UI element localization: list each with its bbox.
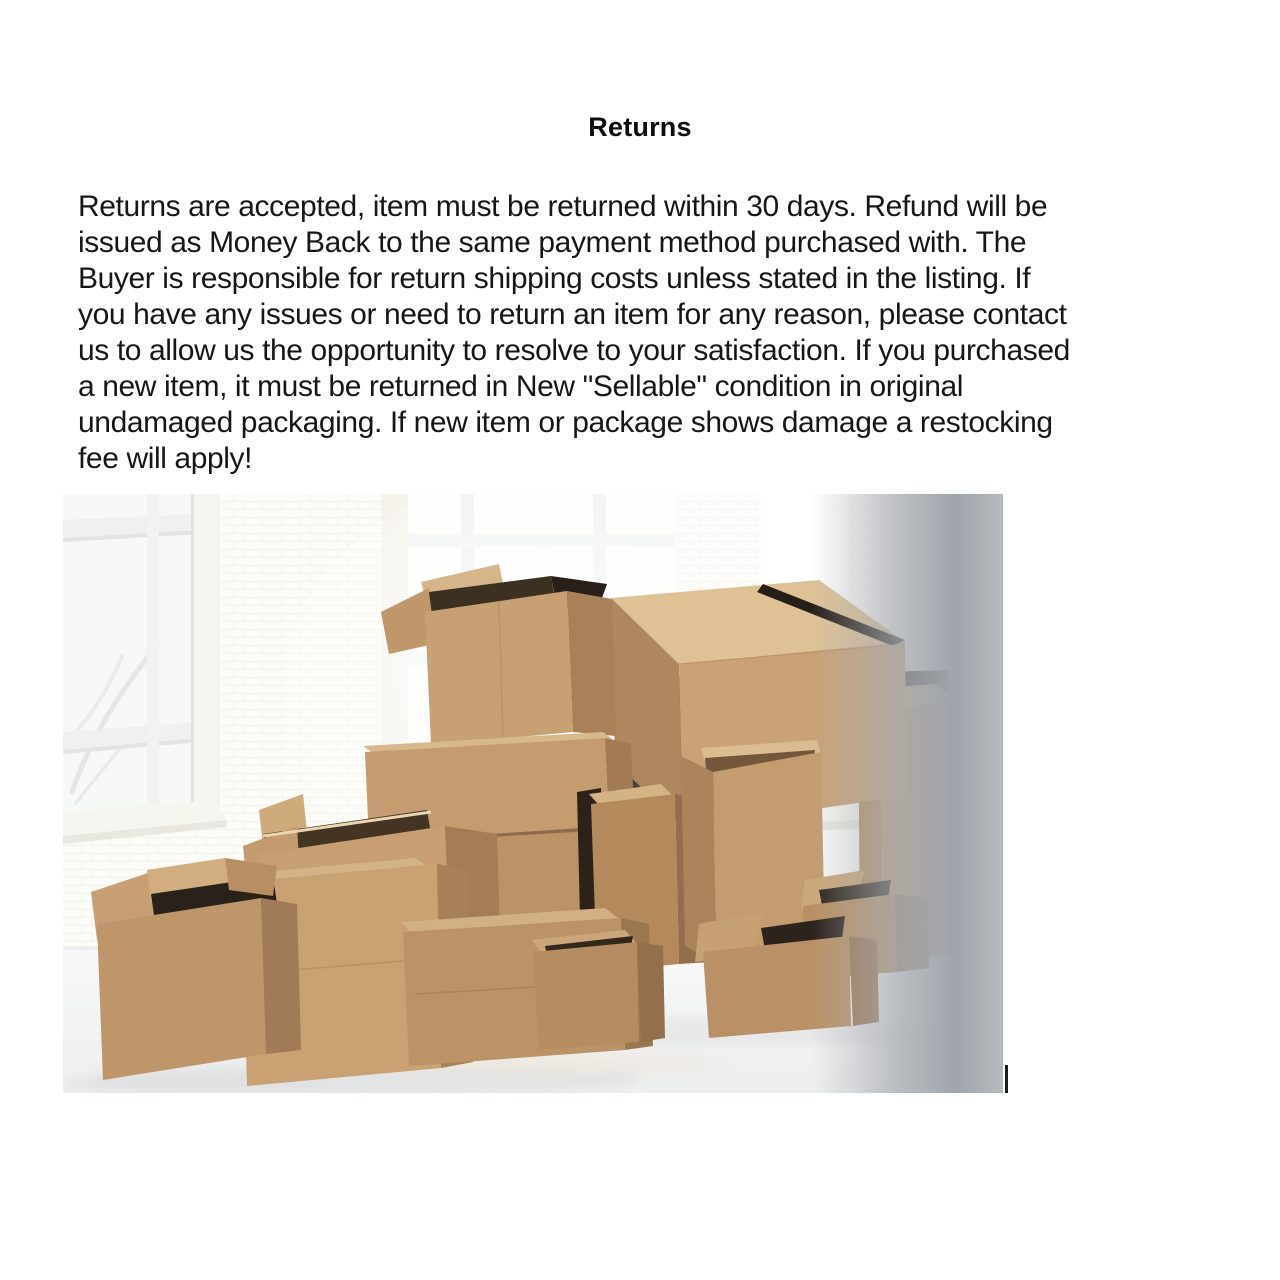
cardboard-boxes-photo bbox=[63, 494, 1003, 1093]
policy-line: us to allow us the opportunity to resolve to your satisfaction. If you purchased bbox=[78, 334, 1070, 367]
policy-line: undamaged packaging. If new item or package shows damage a restocking bbox=[78, 406, 1053, 439]
returns-policy-text bbox=[78, 189, 1218, 477]
boxes-scene bbox=[63, 494, 1003, 1093]
policy-line: Returns are accepted, item must be returned within 30 days. Refund will be bbox=[78, 190, 1048, 223]
policy-line: issued as Money Back to the same payment method purchased with. The bbox=[78, 226, 1027, 259]
photo-tint bbox=[63, 494, 1003, 1093]
text-cursor bbox=[1005, 1065, 1008, 1093]
policy-line: fee will apply! bbox=[78, 442, 253, 475]
page-title: Returns bbox=[588, 112, 692, 142]
policy-line: a new item, it must be returned in New "Sellable" condition in original bbox=[78, 370, 964, 403]
policy-line: Buyer is responsible for return shipping costs unless stated in the listing. If bbox=[78, 262, 1031, 295]
policy-line: you have any issues or need to return an item for any reason, please contact bbox=[78, 298, 1067, 331]
